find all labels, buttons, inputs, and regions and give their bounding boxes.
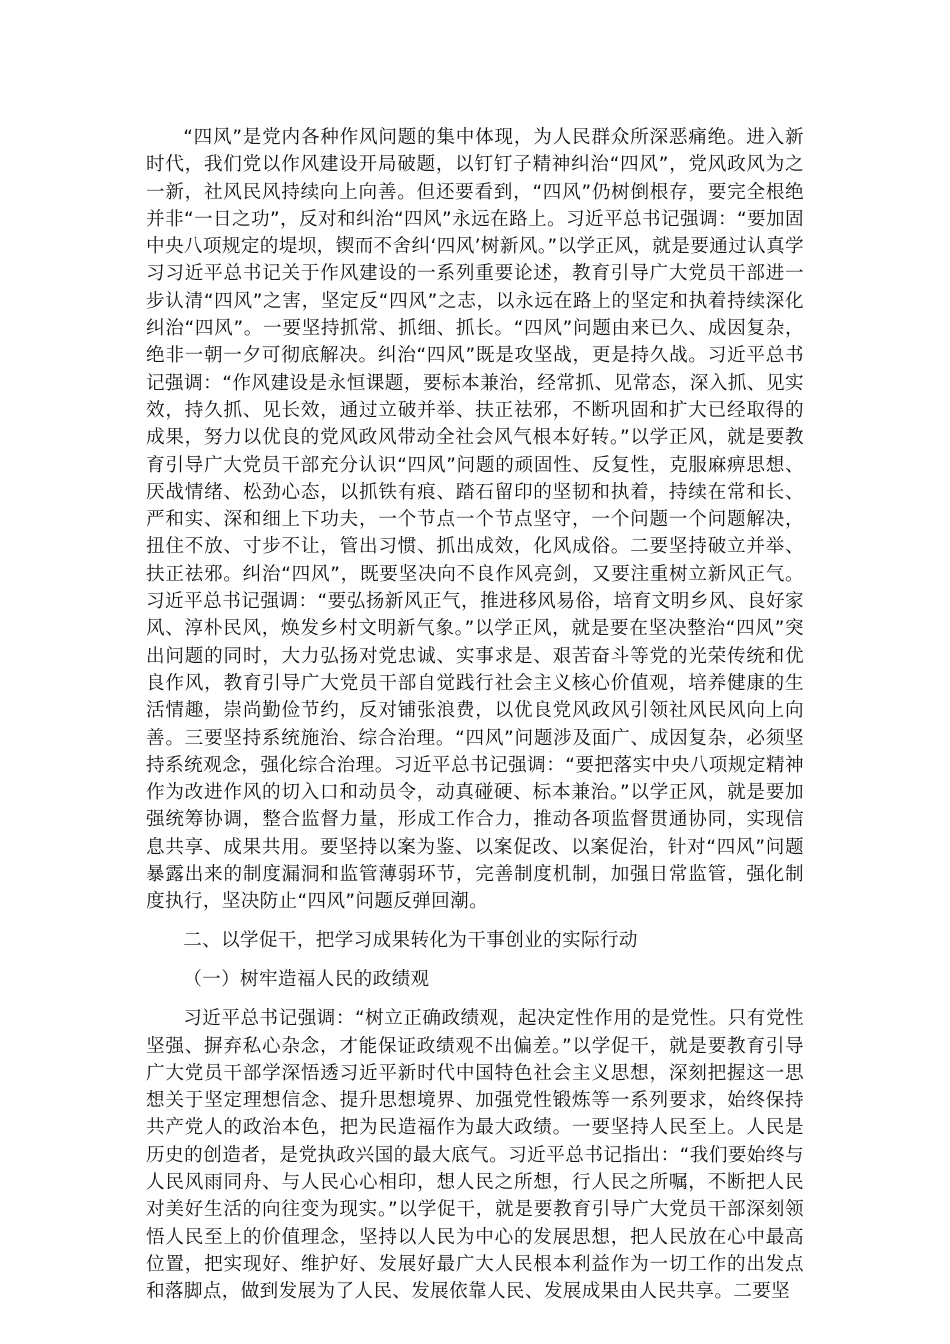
subsection-heading: （一）树牢造福人民的政绩观	[183, 968, 430, 990]
body-paragraph-1: “四风”是党内各种作风问题的集中体现，为人民群众所深恶痛绝。进入新时代，我们党以作风建设开局破题，以钉钉子精神纠治“四风”，党风政风为之一新，社风民风持续向上向善。但还要看到，“四风”仍树倒根存，要完全根绝并非“一日之功”，反对和纠治“四风”永远在路上。习近平总书记强调：“要加固中央八项规定的堤坝，锲而不舍纠‘四风’树新风。”以学正风，就是要通过认真学习习近平总书记关于作风建设的一系列重要论述，教育引导广大党员干部进一步认清“四风”之害，坚定反“四风”之志，以永远在路上的坚定和执着持续深化纠治“四风”。一要坚持抓常、抓细、抓长。“四风”问题由来已久、成因复杂，绝非一朝一夕可彻底解决。纠治“四风”既是攻坚战，更是持久战。习近平总书记强调：“作风建设是永恒课题，要标本兼治，经常抓、见常态，深入抓、见实效，持久抓、见长效，通过立破并举、扶正祛邪，不断巩固和扩大已经取得的成果，努力以优良的党风政风带动全社会风气根本好转。”以学正风，就是要教育引导广大党员干部充分认识“四风”问题的顽固性、反复性，克服麻痹思想、厌战情绪、松劲心态，以抓铁有痕、踏石留印的坚韧和执着，持续在常和长、严和实、深和细上下功夫，一个节点一个节点坚守，一个问题一个问题解决，扭住不放、寸步不让，管出习惯、抓出成效，化风成俗。二要坚持破立并举、扶正祛邪。纠治“四风”，既要坚决向不良作风亮剑，又要注重树立新风正气。习近平总书记强调：“要弘扬新风正气，推进移风易俗，培育文明乡风、良好家风、淳朴民风，焕发乡村文明新气象。”以学正风，就是要在坚决整治“四风”突出问题的同时，大力弘扬对党忠诚、实事求是、艰苦奋斗等党的光荣传统和优良作风，教育引导广大党员干部自觉践行社会主义核心价值观，培养健康的生活情趣，崇尚勤俭节约，反对铺张浪费，以优良党风政风引领社风民风向上向善。三要坚持系统施治、综合治理。“四风”问题涉及面广、成因复杂，必须坚持系统观念，强化综合治理。习近平总书记强调：“要把落实中央八项规定精神作为改进作风的切入口和动员令，动真碰硬、标本兼治。”以学正风，就是要加强统筹协调，整合监督力量，形成工作合力，推动各项监督贯通协同，实现信息共享、成果共用。要坚持以案为鉴、以案促改、以案促治，针对“四风”问题暴露出来的制度漏洞和监管薄弱环节，完善制度机制，加强日常监管，强化制度执行，坚决防止“四风”问题反弹回潮。	[146, 127, 804, 913]
section-heading: 二、以学促干，把学习成果转化为干事创业的实际行动	[183, 929, 638, 951]
document-page	[146, 124, 804, 1305]
body-paragraph-2: 习近平总书记强调：“树立正确政绩观，起决定性作用的是党性。只有党性坚强、摒弃私心杂念，才能保证政绩观不出偏差。”以学促干，就是要教育引导广大党员干部学深悟透习近平新时代中国特色社会主义思想，深刻把握这一思想关于坚定理想信念、提升思想境界、加强党性锻炼等一系列要求，始终保持共产党人的政治本色，把为民造福作为最大政绩。一要坚持人民至上。人民是历史的创造者，是党执政兴国的最大底气。习近平总书记指出：“我们要始终与人民风雨同舟、与人民心心相印，想人民之所想，行人民之所嘱，不断把人民对美好生活的向往变为现实。”以学促干，就是要教育引导广大党员干部深刻领悟人民至上的价值理念，坚持以人民为中心的发展思想，把人民放在心中最高位置，把实现好、维护好、发展好最广大人民根本利益作为一切工作的出发点和落脚点，做到发展为了人民、发展依靠人民、发展成果由人民共享。二要坚	[146, 1008, 804, 1303]
